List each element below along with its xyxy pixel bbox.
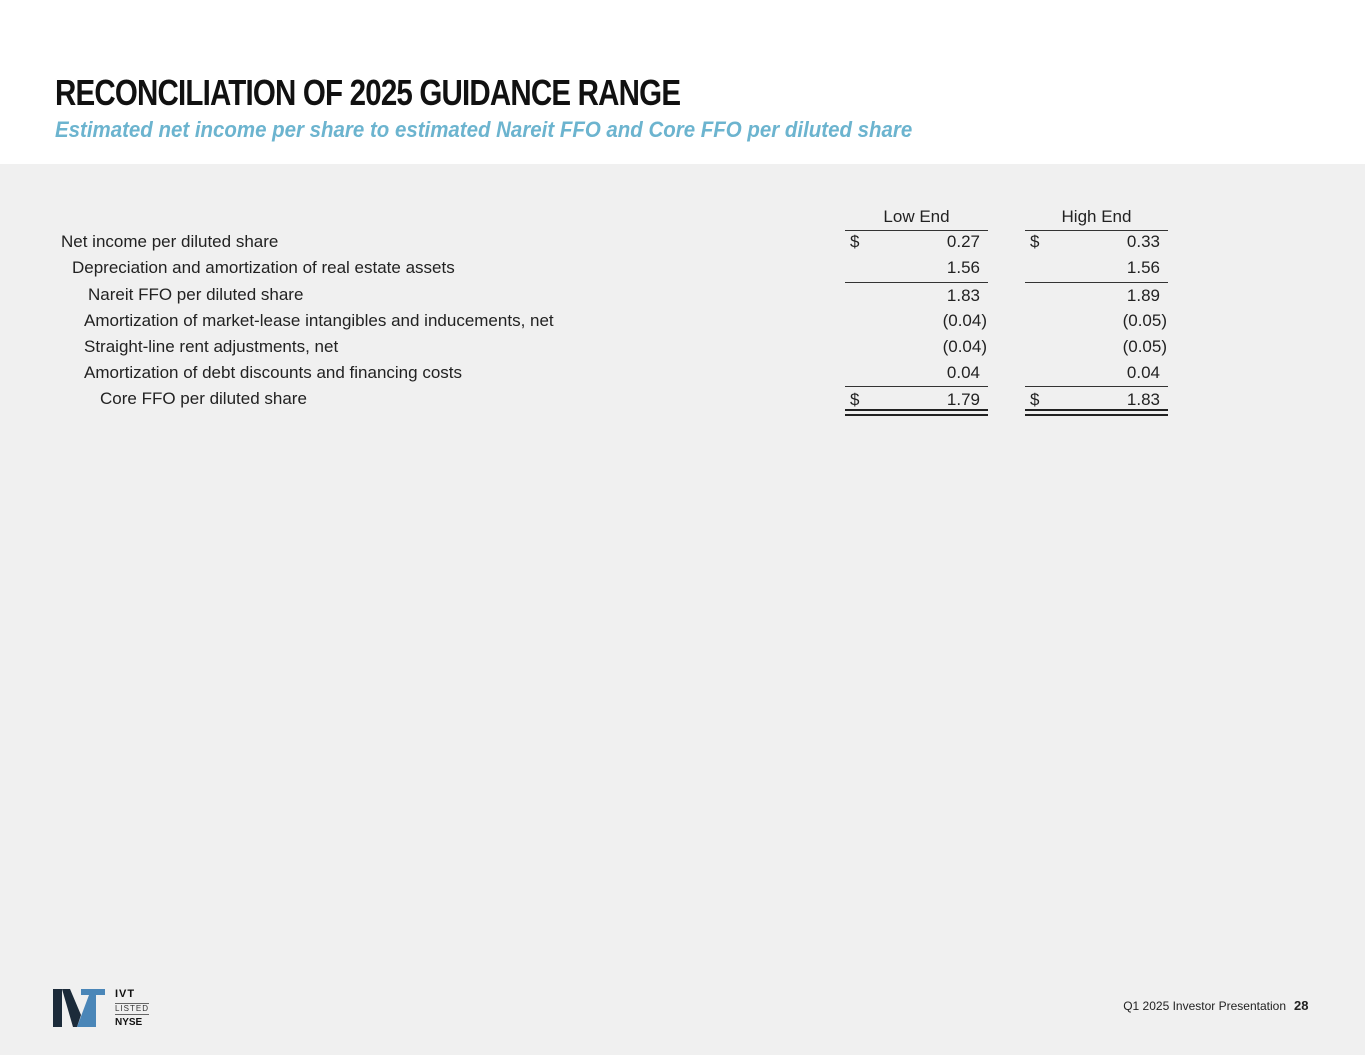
high-end-value: 0.33 [1126,232,1160,251]
low-end-cell [845,229,988,255]
low-end-value: 1.56 [946,258,980,277]
company-logo [53,988,153,1030]
low-end-cell [845,282,988,308]
table-row [0,282,1365,308]
page-number: 28 [1294,998,1309,1013]
row-label: Net income per diluted share [61,232,279,251]
table-row [0,334,1365,360]
row-label: Depreciation and amortization of real estate assets [72,258,455,277]
row-label: Nareit FFO per diluted share [88,285,304,304]
low-end-value: 1.83 [946,286,980,305]
currency-symbol: $ [1030,390,1040,409]
high-end-cell [1025,308,1168,334]
table-row [0,229,1365,255]
high-end-cell [1025,229,1168,255]
high-end-value: (0.05) [1122,337,1167,356]
content-area [0,164,1365,1055]
reconciliation-table [0,164,1365,464]
low-end-cell [845,360,988,386]
column-header-low-end: Low End [845,206,988,231]
high-end-value: 1.89 [1126,286,1160,305]
logo-exchange: NYSE [115,1017,143,1028]
slide-header [0,0,1365,164]
table-row [0,360,1365,386]
high-end-cell [1025,255,1168,281]
logo-listed: LISTED [115,1004,150,1013]
page-subtitle: Estimated net income per share to estimated Nareit FFO and Core FFO per diluted share [55,117,913,142]
low-end-cell [845,386,988,412]
low-end-value: (0.04) [942,311,987,330]
page-title: RECONCILIATION OF 2025 GUIDANCE RANGE [55,72,681,113]
low-end-value: 0.04 [946,363,980,382]
high-end-value: (0.05) [1122,311,1167,330]
table-row [0,255,1365,281]
high-end-value: 1.56 [1126,258,1160,277]
low-end-value: 0.27 [946,232,980,251]
table-row [0,308,1365,334]
column-header-high-end: High End [1025,206,1168,231]
row-label: Amortization of market-lease intangibles and inducements, net [84,311,554,330]
low-end-cell [845,308,988,334]
high-end-value: 0.04 [1126,363,1160,382]
high-end-value: 1.83 [1126,390,1160,409]
low-end-value: 1.79 [946,390,980,409]
low-end-cell [845,334,988,360]
high-end-cell [1025,386,1168,412]
currency-symbol: $ [850,390,860,409]
row-label: Core FFO per diluted share [100,389,307,408]
high-end-cell [1025,360,1168,386]
logo-ticker: IVT [115,988,136,1000]
low-end-value: (0.04) [942,337,987,356]
presentation-name: Q1 2025 Investor Presentation [1123,999,1286,1013]
row-label: Amortization of debt discounts and financing costs [84,363,462,382]
low-end-cell [845,255,988,281]
table-row [0,386,1365,412]
logo-text [115,988,155,1030]
high-end-cell [1025,334,1168,360]
high-end-cell [1025,282,1168,308]
row-label: Straight-line rent adjustments, net [84,337,339,356]
currency-symbol: $ [1030,232,1040,251]
ivt-logo-mark-icon [53,989,107,1029]
currency-symbol: $ [850,232,860,251]
